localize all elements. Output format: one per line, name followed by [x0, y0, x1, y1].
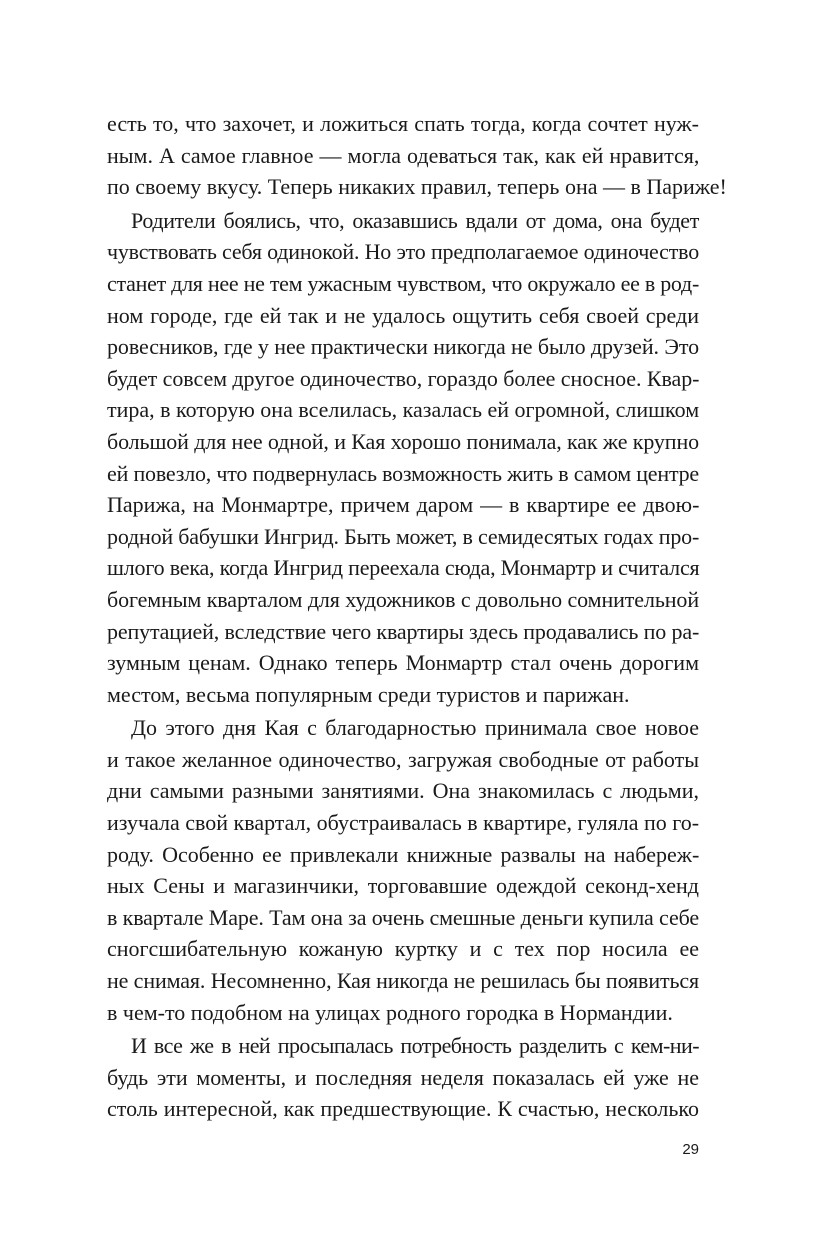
text-line: в квартале Маре. Там она за очень смешные деньги купила себе — [107, 904, 699, 930]
text-line: богемным кварталом для художников с довольно сомнительной — [107, 586, 699, 612]
text-line: шлого века, когда Ингрид переехала сюда, Монмартр и считался — [107, 555, 700, 581]
text-line: ей повезло, что подвернулась возможность жить в самом центре — [107, 460, 699, 486]
paragraph — [107, 1030, 699, 1125]
text-line: будет совсем другое одиночество, гораздо более сносное. Квар- — [107, 365, 700, 391]
text-line: роду. Особенно ее привлекали книжные развалы на набереж- — [107, 841, 700, 867]
paragraph — [107, 712, 699, 1028]
text-line: дни самыми разными занятиями. Она знакомилась с людьми, — [107, 778, 699, 804]
text-line: До этого дня Кая с благодарностью принимала свое новое — [131, 715, 699, 741]
text-line: и такое желанное одиночество, загружая свободные от работы — [107, 746, 699, 772]
text-line: станет для нее не тем ужасным чувством, что окружало ее в род- — [107, 270, 699, 296]
text-line: Родители боялись, что, оказавшись вдали от дома, она будет — [131, 207, 699, 233]
text-line: не снимая. Несомненно, Кая никогда не решилась бы появиться — [107, 968, 700, 994]
text-line: Парижа, на Монмартре, причем даром — в квартире ее двою- — [107, 492, 700, 518]
text-line: ровесников, где у нее практически никогда не было друзей. Это — [107, 334, 699, 360]
body-text — [107, 108, 727, 1125]
text-line: зумным ценам. Однако теперь Монмартр стал очень дорогим — [107, 650, 699, 676]
text-line: И все же в ней просыпалась потребность разделить с кем-ни- — [131, 1033, 699, 1059]
text-line: изучала свой квартал, обустраивалась в квартире, гуляла по го- — [107, 810, 700, 836]
text-line: чувствовать себя одинокой. Но это предполагаемое одиночество — [107, 239, 699, 265]
paragraph — [107, 108, 727, 203]
text-line: ном городе, где ей так и не удалось ощутить себя своей среди — [107, 302, 699, 328]
text-line: большой для нее одной, и Кая хорошо понимала, как же крупно — [107, 428, 699, 454]
text-line: репутацией, вследствие чего квартиры здесь продавались по ра- — [107, 618, 700, 644]
text-line: местом, весьма популярным среди туристов и парижан. — [107, 681, 630, 707]
text-line: есть то, что захочет, и ложиться спать тогда, когда сочтет нуж- — [107, 111, 699, 136]
text-line: будь эти моменты, и последняя неделя показалась ей уже не — [107, 1064, 699, 1090]
text-line: тира, в которую она вселилась, казалась ей огромной, слишком — [107, 397, 700, 423]
text-line: в чем-то подобном на улицах родного городка в Нормандии. — [107, 999, 673, 1025]
text-line: по своему вкусу. Теперь никаких правил, теперь она — в Париже! — [107, 174, 727, 200]
text-line: столь интересной, как предшествующие. К счастью, несколько — [107, 1096, 699, 1122]
text-line: родной бабушки Ингрид. Быть может, в семидесятых годах про- — [107, 523, 700, 549]
text-line: ных Сены и магазинчики, торговавшие одеждой секонд-хенд — [107, 873, 699, 899]
text-line: ным. А самое главное — могла одеваться так, как ей нравится, — [107, 142, 700, 168]
paragraph — [107, 205, 699, 711]
text-line: сногсшибательную кожаную куртку и с тех пор носила ее — [107, 936, 699, 962]
page-number: 29 — [682, 1141, 699, 1158]
